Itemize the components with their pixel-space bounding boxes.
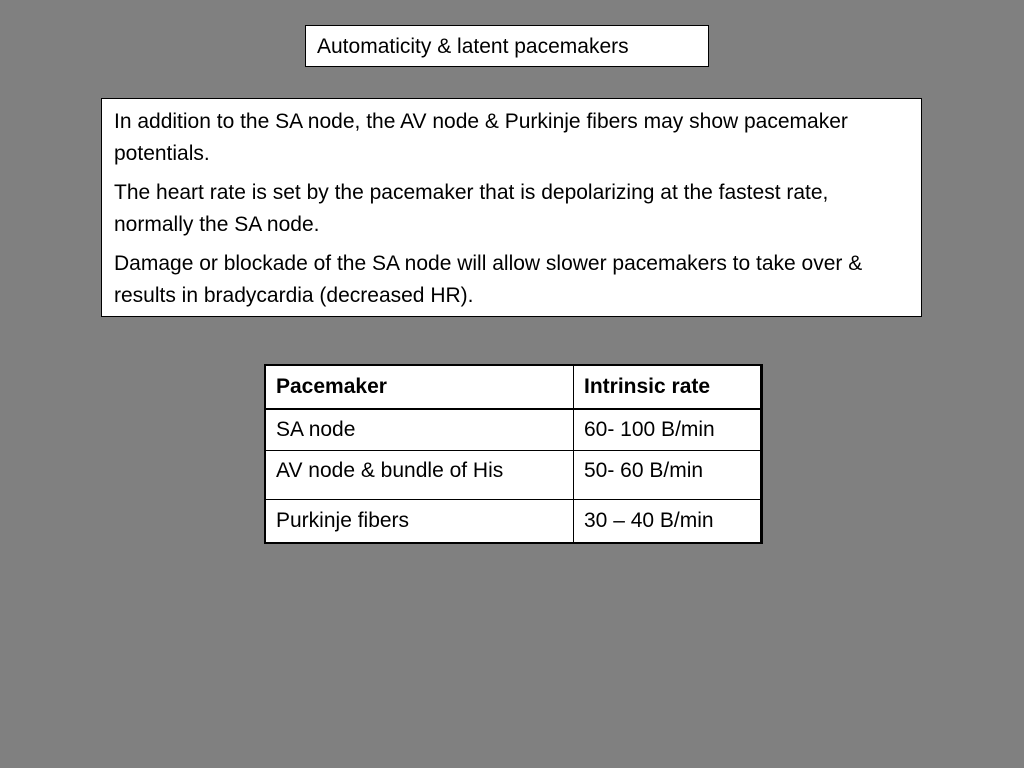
cell-pacemaker: Purkinje fibers [265, 500, 574, 544]
cell-pacemaker: AV node & bundle of His [265, 451, 574, 500]
paragraph-sa-av-purkinje: In addition to the SA node, the AV node & Purkinje fibers may show pacemaker potentials. [114, 110, 848, 165]
table-row [265, 500, 762, 544]
slide-title-text: Automaticity & latent pacemakers [317, 35, 629, 58]
cell-rate: 30 – 40 B/min [574, 500, 762, 544]
header-pacemaker: Pacemaker [265, 365, 574, 409]
cell-rate: 60- 100 B/min [574, 409, 762, 451]
paragraph-heart-rate: The heart rate is set by the pacemaker that is depolarizing at the fastest rate, normally the SA node. [114, 181, 829, 236]
pacemaker-rate-table [264, 364, 763, 544]
explanation-box [101, 98, 922, 317]
table-row [265, 451, 762, 500]
slide-title [305, 25, 709, 67]
paragraph-bradycardia: Damage or blockade of the SA node will allow slower pacemakers to take over & results in bradycardia (decreased HR). [114, 252, 863, 307]
cell-pacemaker: SA node [265, 409, 574, 451]
cell-rate: 50- 60 B/min [574, 451, 762, 500]
header-intrinsic-rate: Intrinsic rate [574, 365, 762, 409]
table-row [265, 409, 762, 451]
table-header-row [265, 365, 762, 409]
